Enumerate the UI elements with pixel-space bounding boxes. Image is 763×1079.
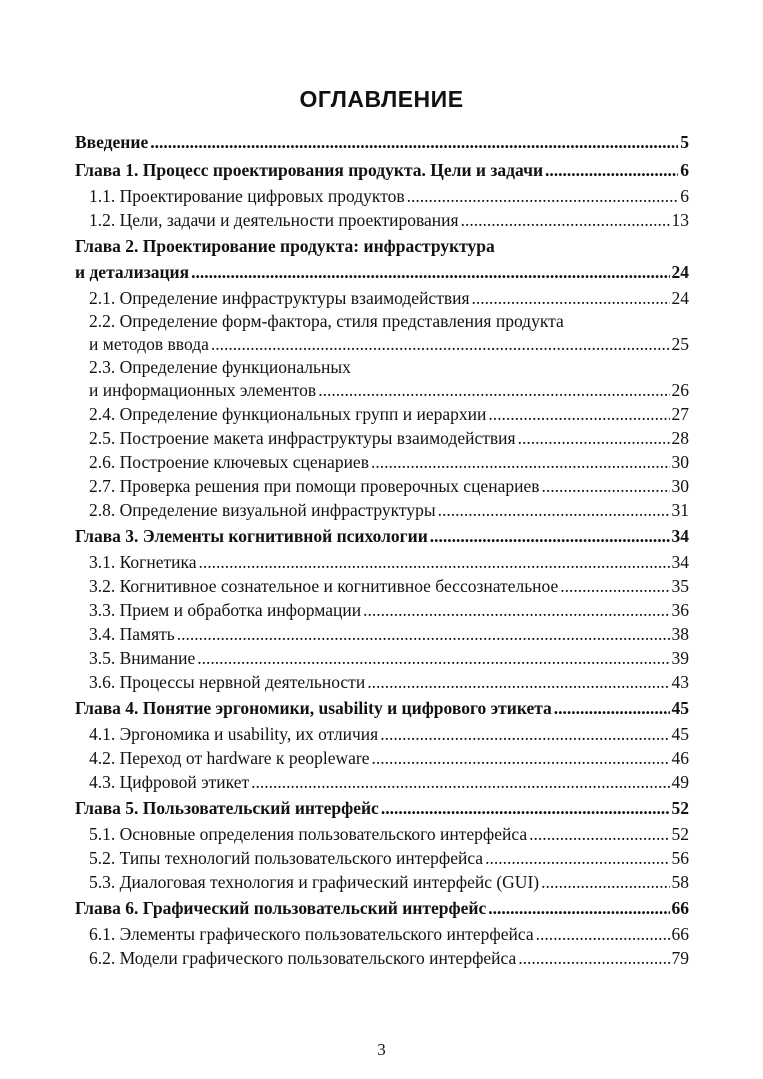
dot-leader [554,694,670,722]
toc-entry-page: 28 [671,428,689,448]
toc-entry-page: 26 [671,380,689,400]
toc-title: ОГЛАВЛЕНИЕ [299,86,464,112]
toc-entry-page: 30 [671,476,689,496]
toc-entry-page: 39 [671,648,689,668]
page-number: 3 [377,1040,386,1059]
toc-section-entry [75,922,689,946]
toc-chapter-entry [75,894,689,922]
toc-entry-title: Глава 5. Пользовательский интерфейс [75,798,379,818]
toc-section-entry [75,646,689,670]
toc-entry-title: 3.5. Внимание [89,648,196,668]
toc-entry-page: 25 [671,334,689,354]
toc-chapter-entry [75,794,689,822]
dot-leader [518,946,669,970]
dot-leader [211,332,670,356]
toc-entry-title: Глава 1. Процесс проектирования продукта. Цели и задачи [75,160,544,180]
toc-entry-title: Глава 3. Элементы когнитивной психологии [75,526,428,546]
dot-leader [381,794,670,822]
toc-entry-title: и информационных элементов [89,380,317,400]
toc-entry-title: 2.5. Построение макета инфраструктуры взаимодействия [89,428,516,448]
toc-entry-title: 3.3. Прием и обработка информации [89,600,362,620]
toc-entry-page: 58 [671,872,689,892]
toc-entry-page: 38 [671,624,689,644]
toc-section-entry [75,598,689,622]
toc-section-entry [75,498,689,522]
dot-leader [536,922,670,946]
dot-leader [407,184,679,208]
toc-entry-page: 36 [671,600,689,620]
dot-leader [150,128,678,156]
toc-entry-title: 4.2. Переход от hardware к peopleware [89,748,370,768]
dot-leader [177,622,670,646]
toc-entry-title: Введение [75,132,149,152]
toc-entry-page: 34 [671,526,689,546]
dot-leader [318,378,669,402]
toc-entry-title: 4.1. Эргономика и usability, их отличия [89,724,379,744]
toc-entry-page: 46 [671,748,689,768]
toc-entry-title: и детализация [75,262,190,282]
toc-chapter-entry [75,258,689,286]
toc-entry-page: 45 [671,698,689,718]
toc-entry-page: 6 [680,186,689,206]
toc-section-entry [75,870,689,894]
toc-entry-page: 5 [680,132,689,152]
dot-leader [363,598,669,622]
toc-section-title-line: 2.3. Определение функциональных [89,357,351,377]
dot-leader [371,746,669,770]
toc-entry-page: 30 [671,452,689,472]
dot-leader [529,822,669,846]
toc-section-entry [75,822,689,846]
toc-section-entry [75,378,689,402]
toc-section-entry [75,770,689,794]
toc-entry-page: 43 [671,672,689,692]
toc-section-entry [75,622,689,646]
toc-section-entry [75,846,689,870]
toc-chapter-entry [75,156,689,184]
toc-entry-page: 24 [671,288,689,308]
toc-entry-page: 66 [671,898,689,918]
toc-entry-title: Глава 6. Графический пользовательский интерфейс [75,898,487,918]
toc-section-entry [75,402,689,426]
toc-chapter-entry [75,128,689,156]
toc-entry-page: 79 [671,948,689,968]
toc-entry-title: 3.6. Процессы нервной деятельности [89,672,366,692]
dot-leader [541,474,669,498]
toc-entry-title: Глава 4. Понятие эргономики, usability и цифрового этикета [75,698,552,718]
dot-leader [488,894,669,922]
dot-leader [251,770,669,794]
toc-section-title-line: 2.2. Определение форм-фактора, стиля представления продукта [89,311,564,331]
toc-section-entry [75,670,689,694]
dot-leader [560,574,669,598]
dot-leader [430,522,670,550]
toc-entry-page: 31 [671,500,689,520]
dot-leader [197,646,669,670]
toc-entry-page: 52 [671,798,689,818]
toc-entry-title: 4.3. Цифровой этикет [89,772,250,792]
toc-section-entry [75,184,689,208]
toc-section-entry [75,946,689,970]
toc-entry-page: 35 [671,576,689,596]
dot-leader [380,722,669,746]
toc-entry-title: 2.7. Проверка решения при помощи проверочных сценариев [89,476,540,496]
toc-entry-title: 6.2. Модели графического пользовательского интерфейса [89,948,517,968]
toc-section-entry [75,550,689,574]
toc-entry-title: 3.1. Когнетика [89,552,197,572]
toc-section-entry [75,286,689,310]
toc-entry-page: 24 [671,262,689,282]
dot-leader [488,402,669,426]
toc-section-entry [75,722,689,746]
toc-section-entry [75,746,689,770]
toc-entry-title: 3.2. Когнитивное сознательное и когнитивное бессознательное [89,576,559,596]
toc-entry-title: 2.4. Определение функциональных групп и иерархии [89,404,487,424]
toc-entry-title: 6.1. Элементы графического пользовательского интерфейса [89,924,534,944]
toc-entry-page: 34 [671,552,689,572]
toc-entry-title: и методов ввода [89,334,209,354]
dot-leader [461,208,670,232]
toc-entry-page: 6 [680,160,689,180]
dot-leader [545,156,678,184]
toc-entry-title: 3.4. Память [89,624,175,644]
toc-section-entry [75,426,689,450]
dot-leader [199,550,670,574]
dot-leader [367,670,669,694]
toc-entry-title: 2.6. Построение ключевых сценариев [89,452,369,472]
toc-section-entry [75,574,689,598]
toc-section-entry [75,208,689,232]
toc-chapter-title-line: Глава 2. Проектирование продукта: инфраструктура [75,236,495,256]
dot-leader [438,498,670,522]
toc-entry-title: 5.2. Типы технологий пользовательского интерфейса [89,848,484,868]
toc-entry-title: 2.1. Определение инфраструктуры взаимодействия [89,288,470,308]
dot-leader [518,426,670,450]
toc-section-entry [75,332,689,356]
toc-entry-page: 56 [671,848,689,868]
toc-entry-title: 1.1. Проектирование цифровых продуктов [89,186,405,206]
dot-leader [485,846,669,870]
dot-leader [472,286,670,310]
toc-entry-page: 45 [671,724,689,744]
table-of-contents [75,128,689,970]
toc-entry-title: 2.8. Определение визуальной инфраструктуры [89,500,436,520]
toc-entry-title: 1.2. Цели, задачи и деятельности проектирования [89,210,459,230]
toc-entry-page: 52 [671,824,689,844]
toc-entry-title: 5.1. Основные определения пользовательского интерфейса [89,824,528,844]
toc-entry-page: 49 [671,772,689,792]
toc-entry-page: 13 [671,210,689,230]
toc-section-entry [75,450,689,474]
toc-section-entry [75,474,689,498]
toc-chapter-entry [75,522,689,550]
dot-leader [371,450,670,474]
toc-entry-page: 66 [671,924,689,944]
toc-entry-page: 27 [671,404,689,424]
toc-entry-title: 5.3. Диалоговая технология и графический интерфейс (GUI) [89,872,540,892]
dot-leader [191,258,669,286]
toc-chapter-entry [75,694,689,722]
dot-leader [541,870,669,894]
